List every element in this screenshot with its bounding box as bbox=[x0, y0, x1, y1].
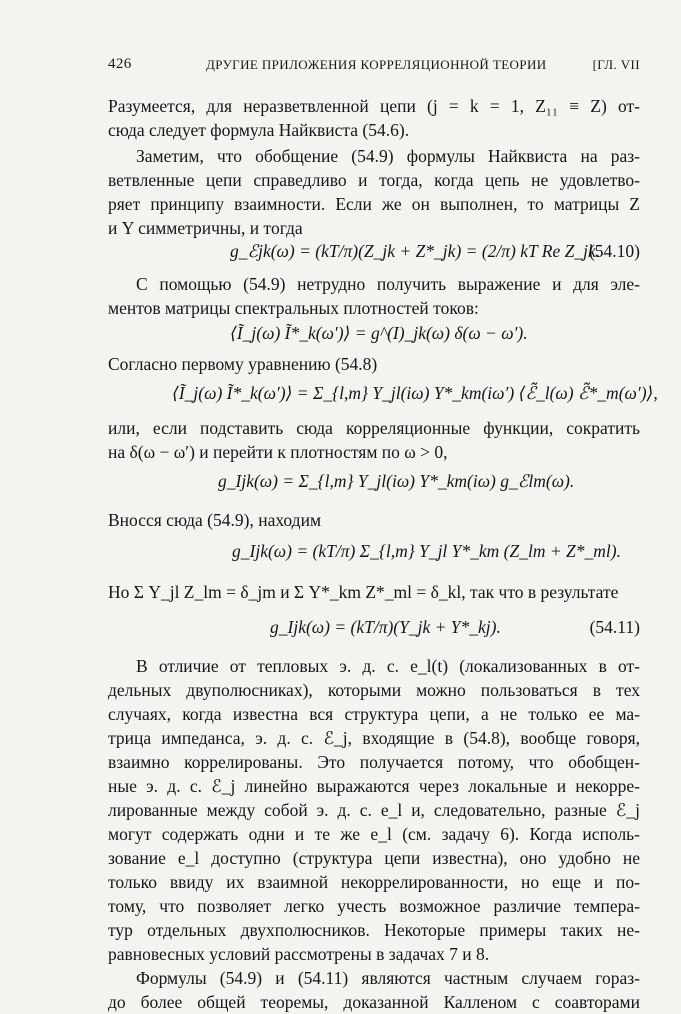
text-line: Заметим, что обобщение (54.9) формулы Найквиста на раз- bbox=[136, 146, 640, 166]
running-header bbox=[108, 52, 640, 76]
text-line: на δ(ω − ω′) и перейти к плотностям по ω > 0, bbox=[108, 442, 448, 462]
text-line: С помощью (54.9) нетрудно получить выражение и для эле- bbox=[136, 274, 640, 294]
text-line: до более общей теоремы, доказанной Калленом с соавторами bbox=[108, 992, 640, 1012]
text-line: сюда следует формула Найквиста (54.6). bbox=[108, 120, 410, 140]
text-line: и Y симметричны, и тогда bbox=[108, 218, 303, 238]
equation-current-correlation: ⟨Ĩ_j(ω) Ĩ*_k(ω′)⟩ = Σ_{l,m} Y_jl(iω) Y*_km(iω′) ⟨ℰ̃_l(ω) ℰ̃*_m(ω′)⟩, bbox=[172, 383, 658, 403]
text-line: взаимно коррелированы. Это получается потому, что обобщен- bbox=[108, 752, 640, 772]
text-line: только ввиду их взаимной некоррелированности, но еще и по- bbox=[108, 872, 640, 892]
equation-substituted: g_Ijk(ω) = (kT/π) Σ_{l,m} Y_jl Y*_km (Z_lm + Z*_ml). bbox=[232, 541, 621, 561]
text-line: или, если подставить сюда корреляционные функции, сократить bbox=[108, 418, 640, 438]
text-line: ряет принципу взаимности. Если же он выполнен, то матрицы Z bbox=[108, 194, 640, 214]
text-line: Вносся сюда (54.9), находим bbox=[108, 510, 322, 530]
text-line: равновесных условий рассмотрены в задачах 7 и 8. bbox=[108, 944, 490, 964]
text-line: Разумеется, для неразветвленной цепи (j = k = 1, Z₁₁ ≡ Z) от- bbox=[108, 96, 640, 116]
text-line: трица импеданса, э. д. с. ℰ_j, входящие в (54.8), вообще говоря, bbox=[108, 728, 640, 748]
equation-54-10: g_ℰjk(ω) = (kT/π)(Z_jk + Z*_jk) = (2/π) kT Re Z_jk. bbox=[230, 241, 601, 261]
text-line: Но Σ Y_jl Z_lm = δ_jm и Σ Y*_km Z*_ml = δ_kl, так что в результате bbox=[108, 582, 619, 602]
text-line: зование e_l доступно (структура цепи известна), оно удобно не bbox=[108, 848, 640, 868]
equation-number: (54.11) bbox=[589, 617, 640, 637]
page-number: 426 bbox=[108, 56, 132, 72]
text-line: дельных двуполюсниках), которыми можно пользоваться в тех bbox=[108, 680, 640, 700]
text-line: ментов матрицы спектральных плотностей токов: bbox=[108, 298, 479, 318]
text-line: В отличие от тепловых э. д. с. e_l(t) (локализованных в от- bbox=[136, 656, 640, 676]
equation-current-density: g_Ijk(ω) = Σ_{l,m} Y_jl(iω) Y*_km(iω) g_ℰlm(ω). bbox=[218, 471, 575, 491]
text-line: тому, что позволяет легко учесть возможное различие темпера- bbox=[108, 896, 640, 916]
text-line: ветвленные цепи справедливо и тогда, когда цепь не удовлетво- bbox=[108, 170, 640, 190]
text-line: случаях, когда известна вся структура цепи, а не только ее ма- bbox=[108, 704, 640, 724]
equation-54-11: g_Ijk(ω) = (kT/π)(Y_jk + Y*_kj). bbox=[270, 617, 501, 637]
text-line: тур отдельных двухполюсников. Некоторые примеры таких не- bbox=[108, 920, 640, 940]
text-line: могут содержать одни и те же e_l (см. задачу 6). Когда исполь- bbox=[108, 824, 640, 844]
text-line: лированные между собой э. д. с. e_l и, следовательно, разные ℰ_j bbox=[108, 800, 640, 820]
chapter-label: [ГЛ. VII bbox=[592, 57, 640, 72]
equation-spectral: ⟨Ĩ_j(ω) Ĩ*_k(ω′)⟩ = g^(I)_jk(ω) δ(ω − ω′). bbox=[230, 323, 528, 343]
equation-number: (54.10) bbox=[588, 241, 640, 261]
text-line: Формулы (54.9) и (54.11) являются частным случаем гораз- bbox=[136, 968, 640, 988]
text-line: ные э. д. с. ℰ_j линейно выражаются через локальные и некорре- bbox=[108, 776, 640, 796]
running-title: ДРУГИЕ ПРИЛОЖЕНИЯ КОРРЕЛЯЦИОННОЙ ТЕОРИИ bbox=[206, 57, 547, 72]
text-line: Согласно первому уравнению (54.8) bbox=[108, 354, 378, 374]
